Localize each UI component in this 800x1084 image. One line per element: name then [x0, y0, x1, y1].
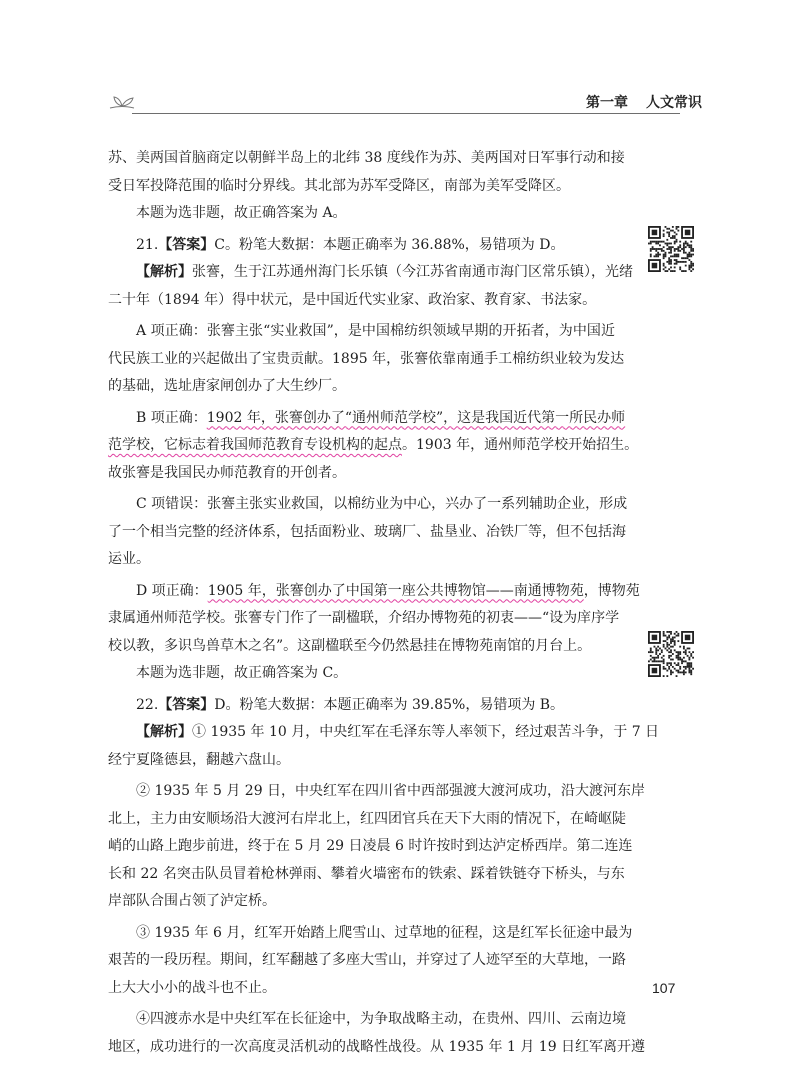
text-line: 运业。 [108, 551, 150, 567]
text-line: 受日军投降范围的临时分界线。其北部为苏军受降区，南部为美军受降区。 [108, 177, 570, 194]
text-line: 峭的山路上跑步前进，终于在 5 月 29 日凌晨 6 时许按时到达泸定桥西岸。第二连连 [108, 838, 633, 854]
text-line: 上大大小小的战斗也不止。 [108, 979, 276, 996]
header-rule [132, 113, 680, 114]
text-line: ③ 1935 年 6 月，红军开始踏上爬雪山、过草地的征程，这是红军长征途中最为 [136, 924, 633, 941]
chapter-title: 人文常识 [646, 95, 702, 111]
highlighted-text: 范学校，它标志着我国师范教育专设机构的起点 [108, 437, 402, 453]
answer-tag: 【答案】 [158, 236, 215, 253]
q22-answer-line [108, 692, 615, 720]
text-line: 代民族工业的兴起做出了宝贵贡献。1895 年，张謇依靠南通手工棉纺织业较为发达 [108, 350, 625, 367]
text-line: ① 1935 年 10 月，中央红军在毛泽东等人率领下，经过艰苦斗争，于 7 日 [192, 724, 660, 740]
qr-code-icon[interactable] [648, 631, 694, 677]
text-line: 隶属通州师范学校。张謇专门作了一副楹联，介绍办博物苑的初衷——“设为庠序学 [108, 610, 620, 626]
text-line: ② 1935 年 5 月 29 日，中央红军在四川省中西部强渡大渡河成功，沿大渡河东岸 [136, 783, 646, 799]
answer-text: C。粉笔大数据：本题正确率为 36.88%，易错项为 D。 [214, 236, 565, 253]
text-line: 故张謇是我国民办师范教育的开创者。 [108, 464, 346, 481]
text-line: 了一个相当完整的经济体系，包括面粉业、玻璃厂、盐垦业、冶铁厂等，但不包括海 [108, 523, 626, 540]
answer-tag: 【答案】 [158, 696, 215, 713]
q21-number: 21. [136, 236, 159, 253]
text-line: 岸部队合围占领了泸定桥。 [108, 893, 276, 909]
analysis-tag: 【解析】 [136, 264, 192, 280]
page-number: 107 [652, 980, 676, 996]
text-line: 张謇，生于江苏通州海门长乐镇（今江苏省南通市海门区常乐镇），光绪 [192, 264, 633, 280]
text-line: 地区，成功进行的一次高度灵活机动的战略性战役。从 1935 年 1 月 19 日红军离开遵 [108, 1038, 646, 1055]
text-line: A 项正确：张謇主张“实业救国”，是中国棉纺织领域早期的开拓者，为中国近 [136, 323, 615, 339]
text-line: 本题为选非题，故正确答案为 A。 [136, 205, 347, 221]
qr-code-icon[interactable] [648, 226, 694, 272]
answer-text: D。粉笔大数据：本题正确率为 39.85%，易错项为 B。 [214, 696, 565, 713]
text-line: 范学校，它标志着我国师范教育专设机构的起点。1903 年，通州师范学校开始招生。 [108, 437, 639, 453]
q22-analysis-line [108, 719, 660, 747]
text-line: ④四渡赤水是中央红军在长征途中，为争取战略主动，在贵州、四川、云南边境 [136, 1011, 626, 1027]
page-header [108, 92, 702, 126]
text-line: 的基础，选址唐家闸创办了大生纱厂。 [108, 378, 346, 394]
text-line: 苏、美两国首脑商定以朝鲜半岛上的北纬 38 度线作为苏、美两国对日军事行动和接 [108, 150, 625, 166]
text-line: 二十年（1894 年）得中状元，是中国近代实业家、政治家、教育家、书法家。 [108, 291, 597, 308]
page-body [108, 145, 660, 1061]
analysis-tag: 【解析】 [136, 724, 192, 740]
q21-analysis-line [108, 259, 633, 287]
text-line: D 项正确：1905 年，张謇创办了中国第一座公共博物馆——南通博物苑，博物苑 [136, 582, 640, 599]
text-line: 艰苦的一段历程。期间，红军翻越了多座大雪山，并穿过了人迹罕至的大草地，一路 [108, 952, 626, 968]
q21-answer-line [108, 232, 615, 260]
q22-number: 22. [136, 696, 159, 713]
highlighted-text: 1902 年，张謇创办了“通州师范学校”，这是我国近代第一所民办师 [206, 409, 626, 426]
chapter-heading [578, 92, 702, 112]
text-line: C 项错误：张謇主张实业救国，以棉纺业为中心，兴办了一系列辅助企业，形成 [136, 496, 628, 512]
text-line: 长和 22 名突击队员冒着枪林弹雨、攀着火墙密布的铁索、踩着铁链夺下桥头，与东 [108, 865, 625, 882]
leaf-icon [108, 92, 138, 114]
text-line: B 项正确：1902 年，张謇创办了“通州师范学校”，这是我国近代第一所民办师 [136, 409, 626, 426]
text-line: 北上，主力由安顺场沿大渡河右岸北上，红四团官兵在天下大雨的情况下，在崎岖陡 [108, 810, 626, 827]
text-line: 校以教，多识鸟兽草木之名”。这副楹联至今仍然悬挂在博物苑南馆的月台上。 [108, 637, 592, 654]
chapter-number: 第一章 [586, 95, 628, 111]
text-line: 本题为选非题，故正确答案为 C。 [136, 665, 348, 681]
text-line: 经宁夏隆德县，翻越六盘山。 [108, 751, 290, 768]
highlighted-text: 1905 年，张謇创办了中国第一座公共博物馆——南通博物苑 [207, 582, 584, 599]
